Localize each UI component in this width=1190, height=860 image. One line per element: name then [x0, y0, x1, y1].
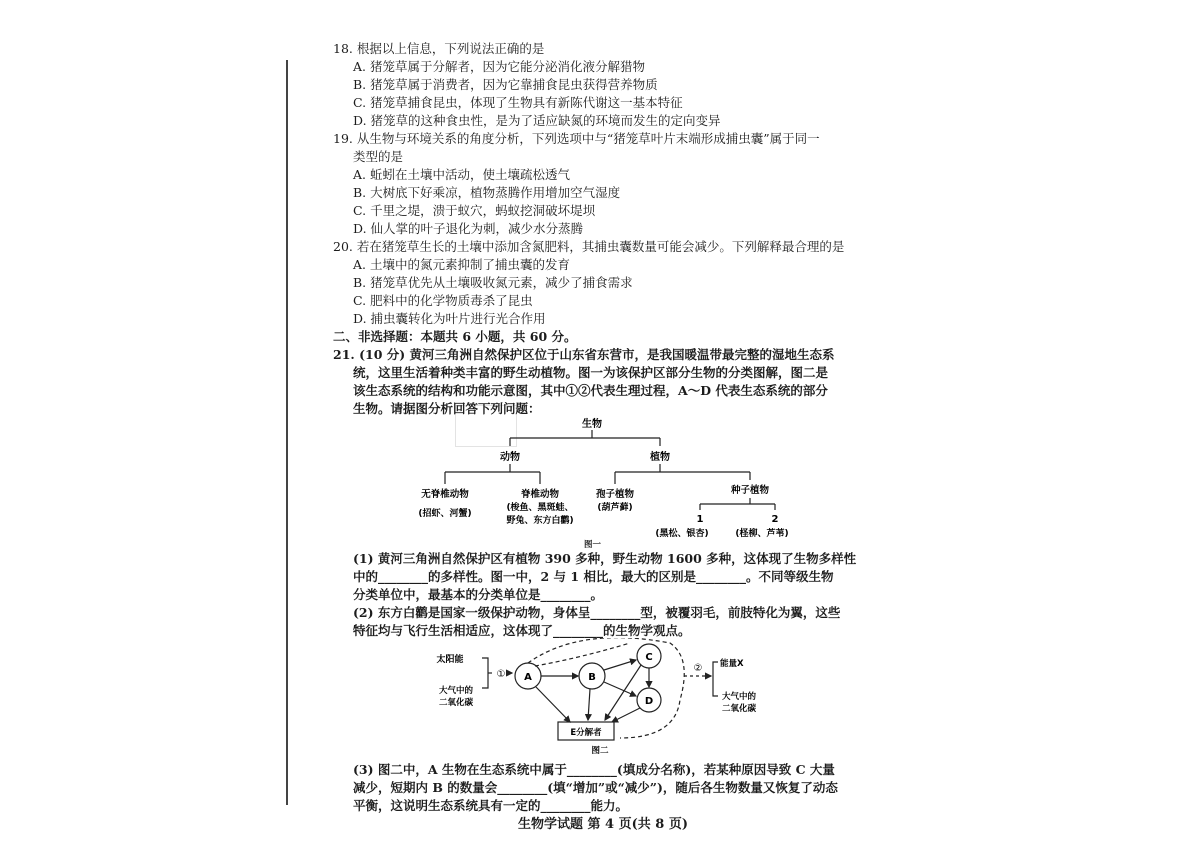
- q19-option-c: C. 千里之堤，溃于蚁穴，蚂蚁挖洞破坏堤坝: [353, 203, 596, 218]
- fig1-spore-plant: 孢子植物: [595, 489, 635, 500]
- fig1-seed-example-1: (黑松、银杏): [655, 529, 709, 539]
- binding-margin-line: [286, 60, 288, 805]
- q21-stem-line2: 统，这里生活着种类丰富的野生动植物。图一为该保护区部分生物的分类图解，图二是: [353, 365, 829, 380]
- q20-option-c: C. 肥料中的化学物质毒杀了昆虫: [353, 293, 533, 308]
- fig1-invertebrate-examples: (招虾、河蟹): [418, 509, 472, 519]
- q20-stem: 20. 若在猪笼草生长的土壤中添加含氮肥料，其捕虫囊数量可能会减少。下列解释最合理的是: [333, 239, 845, 254]
- page-footer: 生物学试题 第 4 页(共 8 页): [518, 817, 689, 832]
- q21-part3-line3: 平衡，这说明生态系统具有一定的________能力。: [353, 798, 629, 813]
- q21-part2-line1: (2) 东方白鹳是国家一级保护动物，身体呈________型，被覆羽毛，前肢特化为翼，这些: [353, 605, 841, 620]
- q19-option-b: B. 大树底下好乘凉，植物蒸腾作用增加空气湿度: [353, 185, 621, 200]
- fig1-spore-plant-example: (葫芦藓): [597, 503, 633, 513]
- q18-option-c: C. 猪笼草捕食昆虫，体现了生物具有新陈代谢这一基本特征: [353, 95, 683, 110]
- q21-part2-line2: 特征均与飞行生活相适应，这体现了________的生物学观点。: [353, 623, 691, 638]
- fig1-vertebrate-examples-1: (梭鱼、黑斑蛙、: [506, 503, 574, 513]
- fig1-root: 生物: [582, 419, 602, 430]
- section-heading: 二、非选择题：本题共 6 小题，共 60 分。: [333, 329, 577, 344]
- figure-2-caption: 图二: [591, 746, 609, 756]
- fig1-label-1: 1: [696, 514, 704, 525]
- fig2-process-2: ②: [693, 663, 703, 674]
- q20-option-d: D. 捕虫囊转化为叶片进行光合作用: [353, 311, 546, 326]
- fig1-plant: 植物: [650, 452, 670, 463]
- fig1-seed-example-2: (柽柳、芦苇): [735, 529, 789, 539]
- q21-part1-line1: (1) 黄河三角洲自然保护区有植物 390 多种，野生动物 1600 多种，这体现了生物多样性: [353, 551, 857, 566]
- fig2-node-a: A: [524, 672, 532, 683]
- fig1-label-2: 2: [771, 514, 779, 525]
- q21-stem-line1: 21. (10 分) 黄河三角洲自然保护区位于山东省东营市，是我国暖温带最完整的湿地生态系: [333, 347, 835, 362]
- fig1-animal: 动物: [500, 452, 520, 463]
- figure-1-classification-tree: [400, 412, 800, 552]
- q21-part1-line2: 中的________的多样性。图一中，2 与 1 相比，最大的区别是________。不同等级生物: [353, 569, 834, 584]
- fig2-co2-in-line2: 二氧化碳: [438, 698, 474, 708]
- q18-option-b: B. 猪笼草属于消费者，因为它靠捕食昆虫获得营养物质: [353, 77, 658, 92]
- fig2-energy-x: 能量X: [720, 659, 744, 669]
- fig2-solar-energy: 太阳能: [436, 655, 464, 665]
- fig2-node-c: C: [645, 652, 653, 663]
- figure-1-caption: 图一: [584, 540, 602, 550]
- q21-part3-line2: 减少，短期内 B 的数量会________(填“增加”或“减少”)，随后各生物数量又恢复了动态: [353, 780, 838, 795]
- fig2-co2-in-line1: 大气中的: [438, 686, 474, 696]
- fig1-vertebrate: 脊椎动物: [520, 489, 560, 500]
- q18-option-d: D. 猪笼草的这种食虫性，是为了适应缺氮的环境而发生的定向变异: [353, 113, 721, 128]
- q19-option-a: A. 蚯蚓在土壤中活动，使土壤疏松透气: [353, 167, 570, 182]
- fig2-node-d: D: [644, 696, 654, 707]
- figure-2-ecosystem-diagram: [430, 638, 770, 756]
- fig2-process-1: ①: [496, 669, 506, 680]
- fig2-node-b: B: [588, 672, 596, 683]
- fig2-decomposer: E分解者: [570, 728, 602, 738]
- fig2-co2-out-line2: 二氧化碳: [722, 704, 757, 714]
- q18-stem: 18. 根据以上信息，下列说法正确的是: [333, 41, 545, 56]
- q18-option-a: A. 猪笼草属于分解者，因为它能分泌消化液分解猎物: [353, 59, 645, 74]
- q21-part1-line3: 分类单位中，最基本的分类单位是________。: [353, 587, 604, 602]
- q21-part3-line1: (3) 图二中，A 生物在生态系统中属于________(填成分名称)，若某种原因导致 C 大量: [353, 762, 835, 777]
- q19-stem-cont: 类型的是: [353, 149, 404, 164]
- fig1-seed-plant: 种子植物: [730, 485, 770, 496]
- fig2-co2-out-line1: 大气中的: [722, 692, 757, 702]
- q21-stem-line4: 生物。请据图分析回答下列问题：: [353, 401, 541, 416]
- q19-option-d: D. 仙人掌的叶子退化为刺，减少水分蒸腾: [353, 221, 584, 236]
- q21-stem-line3: 该生态系统的结构和功能示意图，其中①②代表生理过程，A～D 代表生态系统的部分: [353, 383, 828, 398]
- q19-stem: 19. 从生物与环境关系的角度分析，下列选项中与“猪笼草叶片末端形成捕虫囊”属于同一: [333, 131, 820, 146]
- q20-option-a: A. 土壤中的氮元素抑制了捕虫囊的发育: [353, 257, 570, 272]
- q20-option-b: B. 猪笼草优先从土壤吸收氮元素，减少了捕食需求: [353, 275, 633, 290]
- fig1-invertebrate: 无脊椎动物: [421, 489, 469, 500]
- fig1-vertebrate-examples-2: 野兔、东方白鹳): [506, 516, 574, 526]
